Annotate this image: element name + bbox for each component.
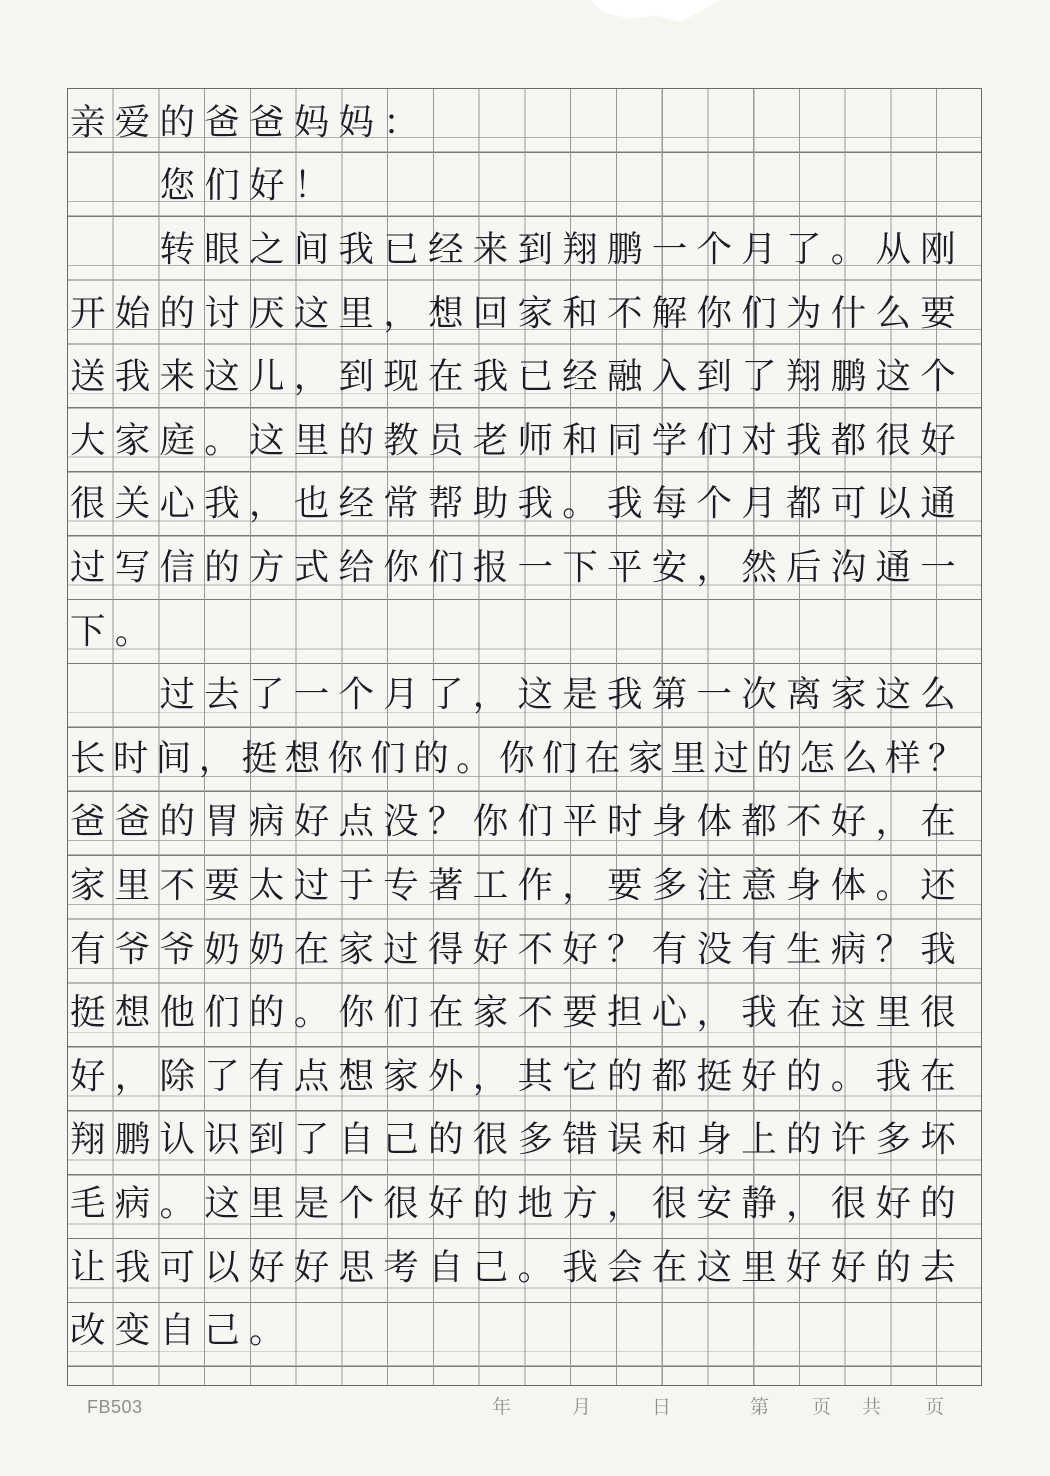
letter-line: 翔鹏认识到了自己的很多错误和身上的许多坏 <box>70 1119 966 1160</box>
footer-page-end: 页 <box>925 1396 945 1418</box>
letter-line: 过写信的方式给你们报一下平安，然后沟通一 <box>70 547 966 588</box>
letter-line: 您们好！ <box>70 165 339 206</box>
letter-line: 爸爸的胃病好点没？你们平时身体都不好，在 <box>70 801 966 842</box>
footer-year-label: 年 <box>492 1396 512 1418</box>
footer-page-prefix: 第 <box>750 1396 770 1418</box>
letter-line: 有爷爷奶奶在家过得好不好？有没有生病？我 <box>70 929 966 970</box>
letter-line: 转眼之间我已经来到翔鹏一个月了。从刚 <box>70 229 966 270</box>
letter-line: 送我来这儿，到现在我已经融入到了翔鹏这个 <box>70 356 966 397</box>
letter-line: 大家庭。这里的教员老师和同学们对我都很好 <box>70 420 966 461</box>
torn-paper-edge <box>590 0 720 22</box>
letter-line: 过去了一个月了，这是我第一次离家这么 <box>70 674 966 715</box>
footer-month-label: 月 <box>572 1396 592 1418</box>
letter-line: 毛病。这里是个很好的地方，很安静，很好的 <box>70 1183 966 1224</box>
footer-page-label: 页 <box>812 1396 832 1418</box>
letter-line: 改变自己。 <box>70 1310 294 1351</box>
letter-line: 很关心我，也经常帮助我。我每个月都可以通 <box>70 483 966 524</box>
letter-line: 让我可以好好思考自己。我会在这里好好的去 <box>70 1247 966 1288</box>
letter-line: 挺想他们的。你们在家不要担心，我在这里很 <box>70 992 966 1033</box>
footer-total-label: 共 <box>862 1396 882 1418</box>
letter-line: 亲爱的爸爸妈妈： <box>70 102 429 143</box>
letter-line: 下。 <box>70 611 160 652</box>
letter-line: 家里不要太过于专著工作，要多注意身体。还 <box>70 865 966 906</box>
letter-line: 好，除了有点想家外，其它的都挺好的。我在 <box>70 1056 966 1097</box>
letter-line: 长时间，挺想你们的。你们在家里过的怎么样？ <box>70 738 971 779</box>
form-code: FB503 <box>87 1397 143 1417</box>
footer-day-label: 日 <box>652 1396 672 1418</box>
letter-line: 开始的讨厌这里，想回家和不解你们为什么要 <box>70 293 966 334</box>
